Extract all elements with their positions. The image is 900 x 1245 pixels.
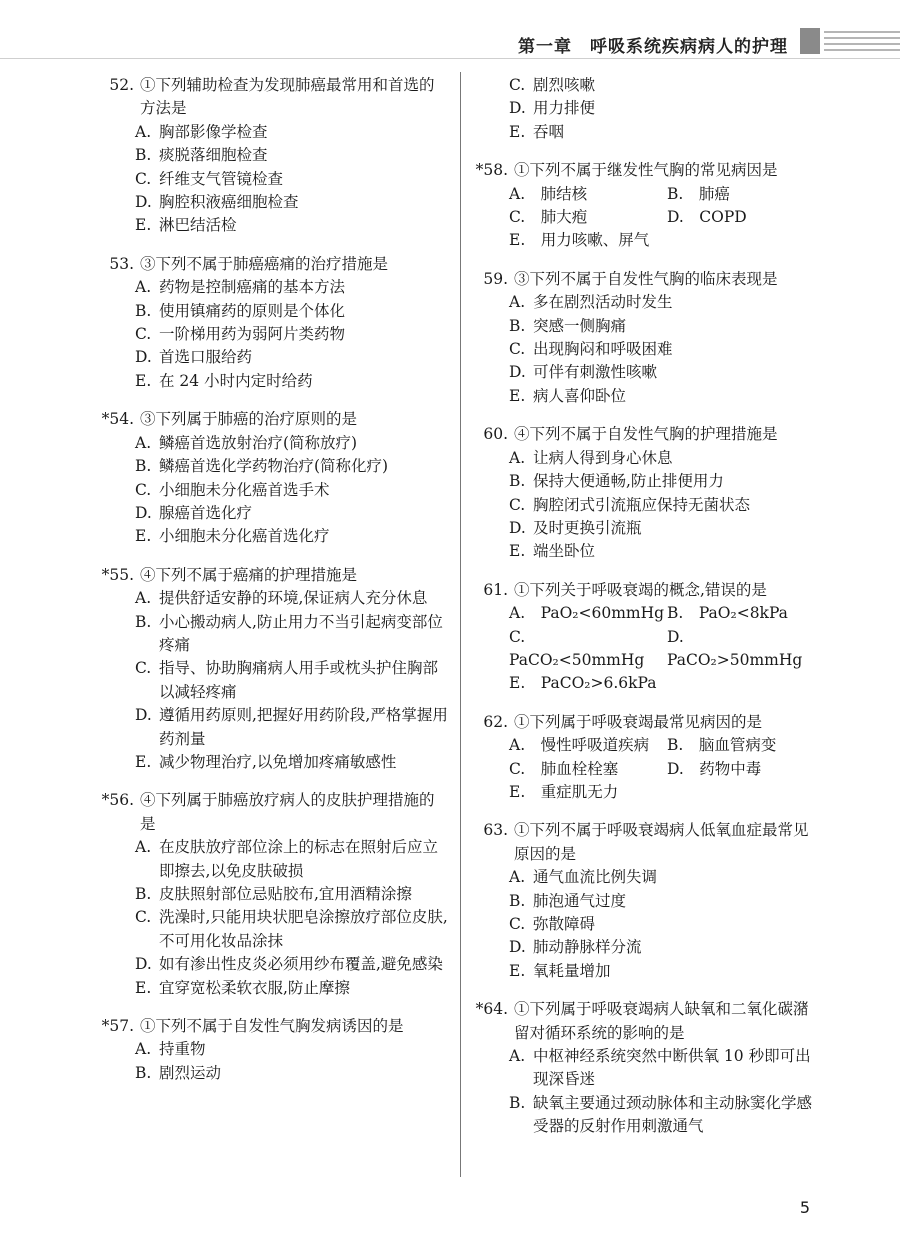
question-53 xyxy=(104,253,449,393)
question-61 xyxy=(478,579,823,696)
option-c xyxy=(135,906,449,953)
option-text: 及时更换引流瓶 xyxy=(533,518,642,537)
option-c xyxy=(135,479,449,502)
option-text: 端坐卧位 xyxy=(533,542,596,561)
option-text: 小细胞未分化癌首选手术 xyxy=(159,480,330,499)
option-text: 小心搬动病人,防止用力不当引起病变部位疼痛 xyxy=(159,612,443,654)
question-stem: ③下列不属于自发性气胸的临床表现是 xyxy=(514,269,778,288)
option-a xyxy=(135,587,449,610)
option-a xyxy=(135,276,449,299)
chapter-title: 第一章 呼吸系统疾病病人的护理 xyxy=(518,37,788,57)
option-c: C. 肺血栓栓塞 xyxy=(509,759,619,778)
option-b xyxy=(509,470,823,493)
option-e xyxy=(509,121,823,144)
header-rule xyxy=(0,58,900,59)
option-key: E. xyxy=(135,216,152,235)
option-d xyxy=(135,502,449,525)
question-number: 59. xyxy=(483,269,508,288)
option-a: A. 肺结核 xyxy=(509,184,588,203)
option-a xyxy=(509,291,823,314)
question-number: 53. xyxy=(109,254,134,273)
option-c xyxy=(509,338,823,361)
question-number: *64. xyxy=(475,1000,508,1019)
option-d xyxy=(509,97,823,120)
option-text: 出现胸闷和呼吸困难 xyxy=(533,340,673,359)
option-d xyxy=(509,936,823,959)
question-number: 63. xyxy=(483,821,508,840)
option-text: 肺动静脉样分流 xyxy=(533,938,642,957)
option-b xyxy=(509,315,823,338)
option-text: 皮肤照射部位忌贴胶布,宜用酒精涂擦 xyxy=(159,885,412,903)
option-d: D. 药物中毒 xyxy=(667,759,762,778)
option-a xyxy=(135,432,449,455)
option-c xyxy=(509,913,823,936)
option-key: B. xyxy=(135,457,152,476)
option-key: B. xyxy=(509,316,526,335)
question-62 xyxy=(478,711,823,805)
option-d xyxy=(135,704,449,751)
option-text: 缺氧主要通过颈动脉体和主动脉窦化学感受器的反射作用刺激通气 xyxy=(533,1093,813,1136)
option-e xyxy=(509,540,823,563)
option-key: A. xyxy=(509,1047,526,1066)
question-stem: ①下列不属于继发性气胸的常见病因是 xyxy=(514,161,778,180)
column-divider xyxy=(460,72,461,1177)
option-key: B. xyxy=(135,612,152,631)
option-key: C. xyxy=(509,495,526,514)
question-number: *55. xyxy=(101,565,134,584)
option-key: E. xyxy=(509,122,526,141)
option-key: D. xyxy=(509,99,526,118)
option-text: 通气血流比例失调 xyxy=(533,868,658,887)
option-b xyxy=(135,455,449,478)
option-e xyxy=(135,977,449,1000)
option-b: B. PaO₂<8kPa xyxy=(667,604,788,623)
option-text: 让病人得到身心休息 xyxy=(533,448,673,467)
option-a xyxy=(509,447,823,470)
option-c xyxy=(135,168,449,191)
option-text: 淋巴结活检 xyxy=(159,216,237,235)
option-b xyxy=(135,883,449,906)
option-text: 指导、协助胸痛病人用手或枕头护住胸部以减轻疼痛 xyxy=(159,659,439,701)
option-e: E. PaCO₂>6.6kPa xyxy=(509,674,657,693)
option-key: D. xyxy=(509,518,526,537)
option-text: 宜穿宽松柔软衣服,防止摩擦 xyxy=(159,978,350,997)
option-text: 洗澡时,只能用块状肥皂涂擦放疗部位皮肤,不可用化妆品涂抹 xyxy=(159,908,448,950)
header-decoration xyxy=(800,28,900,54)
option-key: B. xyxy=(135,146,152,165)
option-key: A. xyxy=(509,868,526,887)
option-text: 胸腔积液癌细胞检查 xyxy=(159,193,299,212)
question-stem: ①下列辅助检查为发现肺癌最常用和首选的方法是 xyxy=(140,76,435,118)
option-text: 鳞癌首选放射治疗(简称放疗) xyxy=(159,433,358,452)
question-stem: ③下列属于肺癌的治疗原则的是 xyxy=(140,410,358,429)
option-d xyxy=(509,361,823,384)
option-key: B. xyxy=(135,301,152,320)
right-column xyxy=(475,74,823,1154)
option-key: D. xyxy=(135,348,152,367)
option-key: E. xyxy=(509,961,526,980)
option-key: C. xyxy=(135,325,152,344)
option-e xyxy=(135,370,449,393)
option-e xyxy=(509,960,823,983)
option-key: E. xyxy=(135,371,152,390)
question-54 xyxy=(101,408,449,548)
option-key: A. xyxy=(509,293,526,312)
option-c xyxy=(509,74,823,97)
question-stem: ①下列属于呼吸衰竭病人缺氧和二氧化碳潴留对循环系统的影响的是 xyxy=(514,1000,809,1042)
option-key: D. xyxy=(135,193,152,212)
option-d xyxy=(135,191,449,214)
option-text: 保持大便通畅,防止排便用力 xyxy=(533,472,724,491)
option-b: B. 脑血管病变 xyxy=(667,736,777,755)
question-number: 61. xyxy=(483,580,508,599)
option-b xyxy=(135,611,449,658)
option-text: 纤维支气管镜检查 xyxy=(159,169,284,188)
option-key: A. xyxy=(135,433,152,452)
option-key: A. xyxy=(135,838,152,857)
option-b xyxy=(135,300,449,323)
option-text: 鳞癌首选化学药物治疗(简称化疗) xyxy=(159,457,389,476)
option-key: C. xyxy=(509,915,526,933)
option-key: B. xyxy=(135,1063,152,1082)
question-stem: ④下列不属于癌痛的护理措施是 xyxy=(140,565,358,584)
option-key: D. xyxy=(135,955,152,974)
question-stem: ③下列不属于肺癌癌痛的治疗措施是 xyxy=(140,254,389,273)
option-e xyxy=(135,751,449,774)
option-e xyxy=(135,525,449,548)
option-text: 腺癌首选化疗 xyxy=(159,503,253,522)
option-key: A. xyxy=(135,278,152,297)
option-key: B. xyxy=(509,891,526,910)
option-b xyxy=(135,1062,449,1085)
option-text: 剧烈运动 xyxy=(159,1063,222,1082)
question-stem: ④下列属于肺癌放疗病人的皮肤护理措施的是 xyxy=(140,791,435,833)
question-number: *57. xyxy=(101,1017,134,1036)
option-b xyxy=(509,890,823,913)
option-key: C. xyxy=(135,908,152,927)
option-a xyxy=(135,1038,449,1061)
option-key: A. xyxy=(509,448,526,467)
option-e xyxy=(509,385,823,408)
option-key: C. xyxy=(135,659,152,678)
question-stem: ④下列不属于自发性气胸的护理措施是 xyxy=(514,425,778,444)
option-c: C. 肺大疱 xyxy=(509,208,588,227)
option-e: E. 用力咳嗽、屏气 xyxy=(509,231,650,250)
question-number: *56. xyxy=(101,791,134,810)
page-header xyxy=(0,0,900,58)
option-text: 首选口服给药 xyxy=(159,348,253,367)
option-c xyxy=(135,323,449,346)
option-key: B. xyxy=(509,1093,526,1112)
question-55 xyxy=(101,564,449,775)
option-e: E. 重症肌无力 xyxy=(509,782,619,801)
option-a xyxy=(509,1045,823,1092)
question-stem: ①下列不属于自发性气胸发病诱因的是 xyxy=(140,1017,404,1036)
question-64 xyxy=(475,998,823,1138)
option-text: 病人喜仰卧位 xyxy=(533,386,627,405)
option-key: E. xyxy=(509,386,526,405)
option-text: 减少物理治疗,以免增加疼痛敏感性 xyxy=(159,752,397,771)
option-text: 使用镇痛药的原则是个体化 xyxy=(159,301,346,320)
option-key: A. xyxy=(135,1040,152,1059)
question-59 xyxy=(478,268,823,408)
page-number: 5 xyxy=(799,1198,810,1217)
option-text: 可伴有刺激性咳嗽 xyxy=(533,363,658,382)
option-a: A. 慢性呼吸道疾病 xyxy=(509,736,650,755)
option-key: B. xyxy=(135,885,152,903)
option-d xyxy=(135,346,449,369)
option-text: 持重物 xyxy=(159,1040,206,1059)
option-key: B. xyxy=(509,472,526,491)
option-text: 吞咽 xyxy=(533,122,565,141)
question-number: 62. xyxy=(483,712,508,731)
option-text: 多在剧烈活动时发生 xyxy=(533,293,673,312)
option-d xyxy=(509,517,823,540)
question-63 xyxy=(478,819,823,983)
option-text: 剧烈咳嗽 xyxy=(533,76,596,94)
option-text: 提供舒适安静的环境,保证病人充分休息 xyxy=(159,589,428,608)
question-56 xyxy=(101,789,449,1000)
question-57-continued xyxy=(478,74,823,144)
option-text: 突感一侧胸痛 xyxy=(533,316,627,335)
option-text: 用力排便 xyxy=(533,99,596,118)
option-a xyxy=(509,866,823,889)
option-key: C. xyxy=(135,169,152,188)
option-c xyxy=(509,494,823,517)
option-key: E. xyxy=(135,527,152,546)
option-key: D. xyxy=(135,503,152,522)
option-text: 胸腔闭式引流瓶应保持无菌状态 xyxy=(533,495,751,514)
option-b xyxy=(135,144,449,167)
option-text: 氧耗量增加 xyxy=(533,961,611,980)
option-text: 一阶梯用药为弱阿片类药物 xyxy=(159,325,346,344)
question-52 xyxy=(104,74,449,238)
option-text: 痰脱落细胞检查 xyxy=(159,146,268,165)
option-b xyxy=(509,1092,823,1139)
option-key: A. xyxy=(135,589,152,608)
left-column xyxy=(101,74,449,1100)
option-text: 在皮肤放疗部位涂上的标志在照射后应立即擦去,以免皮肤破损 xyxy=(159,838,439,880)
question-60 xyxy=(478,423,823,563)
option-key: D. xyxy=(509,363,526,382)
question-number: *54. xyxy=(101,410,134,429)
question-number: *58. xyxy=(475,161,508,180)
option-text: 药物是控制癌痛的基本方法 xyxy=(159,278,346,297)
question-stem: ①下列不属于呼吸衰竭病人低氧血症最常见原因的是 xyxy=(514,821,809,863)
question-number: 52. xyxy=(109,76,134,94)
option-d: D. PaCO₂>50mmHg xyxy=(667,627,803,669)
question-stem: ①下列关于呼吸衰竭的概念,错误的是 xyxy=(514,580,767,599)
question-58 xyxy=(475,159,823,253)
option-key: E. xyxy=(135,752,152,771)
question-stem: ①下列属于呼吸衰竭最常见病因的是 xyxy=(514,712,763,731)
option-a: A. PaO₂<60mmHg xyxy=(509,604,665,623)
option-key: E. xyxy=(509,542,526,561)
option-a xyxy=(135,836,449,883)
option-key: D. xyxy=(509,938,526,957)
option-text: 弥散障碍 xyxy=(533,915,596,933)
question-57 xyxy=(101,1015,449,1085)
option-text: 肺泡通气过度 xyxy=(533,891,627,910)
option-text: 中枢神经系统突然中断供氧 10 秒即可出现深昏迷 xyxy=(533,1047,811,1089)
option-key: C. xyxy=(509,76,526,94)
option-text: 小细胞未分化癌首选化疗 xyxy=(159,527,330,546)
option-text: 如有渗出性皮炎必须用纱布覆盖,避免感染 xyxy=(159,955,443,974)
option-e xyxy=(135,214,449,237)
question-number: 60. xyxy=(483,425,508,444)
option-text: 在 24 小时内定时给药 xyxy=(159,371,313,390)
option-text: 遵循用药原则,把握好用药阶段,严格掌握用药剂量 xyxy=(159,706,448,748)
option-a xyxy=(135,121,449,144)
option-key: C. xyxy=(509,340,526,359)
option-c xyxy=(135,657,449,704)
option-c: C. PaCO₂<50mmHg xyxy=(509,627,645,669)
option-key: E. xyxy=(135,978,152,997)
option-text: 胸部影像学检查 xyxy=(159,122,268,141)
option-key: A. xyxy=(135,122,152,141)
option-d xyxy=(135,953,449,976)
option-d: D. COPD xyxy=(667,208,747,227)
option-key: D. xyxy=(135,706,152,725)
option-key: C. xyxy=(135,480,152,499)
option-b: B. 肺癌 xyxy=(667,184,730,203)
